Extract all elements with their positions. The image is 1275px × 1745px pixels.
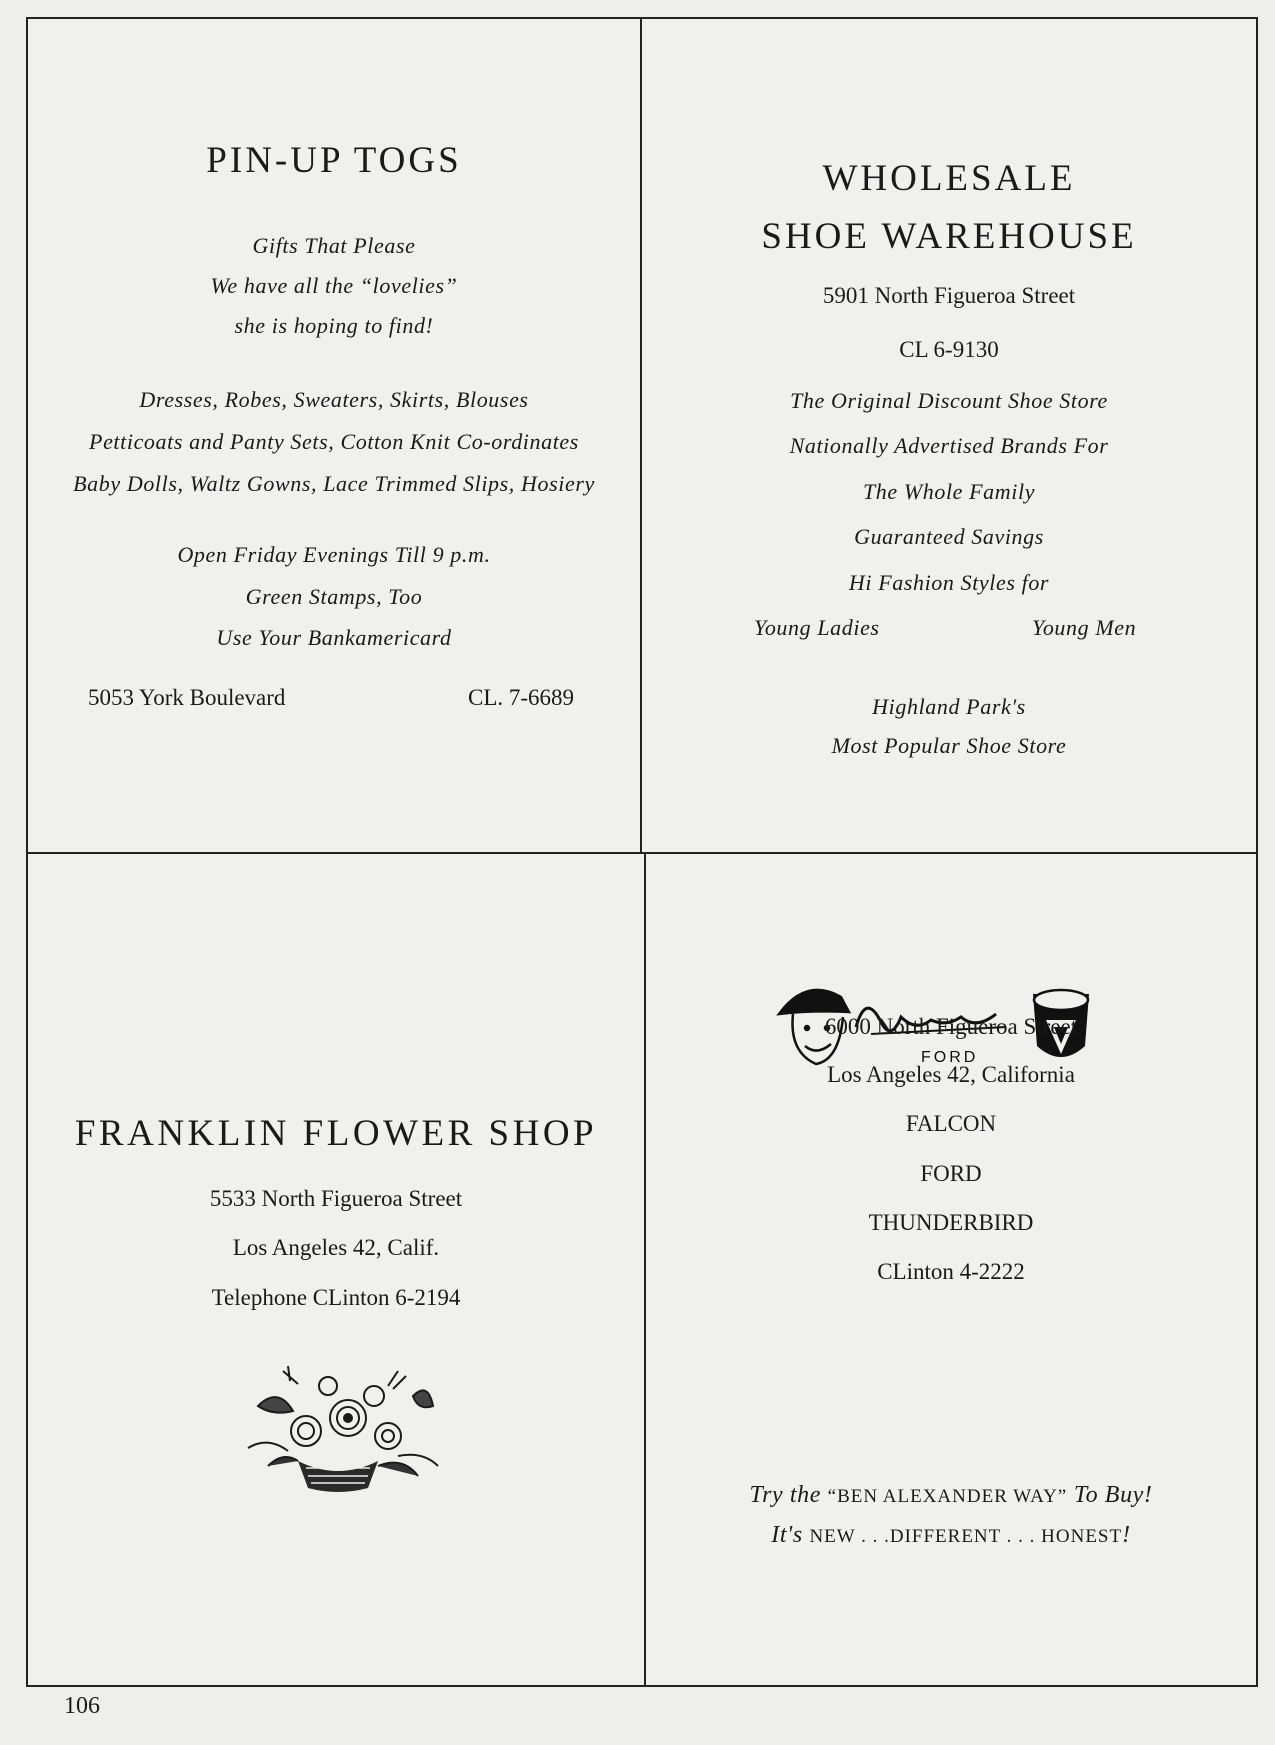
products-3: Baby Dolls, Waltz Gowns, Lace Trimmed Slips, Hosiery <box>73 471 595 496</box>
pin-up-togs-phone: CL. 7-6689 <box>468 685 575 710</box>
shoe-line-2: Nationally Advertised Brands For <box>789 433 1109 458</box>
ad-franklin-flower-shop <box>28 854 644 1685</box>
shoe-young-men: Young Men <box>1032 615 1137 640</box>
tagline-2: We have all the “lovelies” <box>210 273 458 298</box>
slogan-try-the: Try the <box>749 1482 822 1508</box>
products-1: Dresses, Robes, Sweaters, Skirts, Blouses <box>139 387 529 412</box>
shoe-title-line2: SHOE WAREHOUSE <box>761 216 1137 257</box>
slogan-bang: ! <box>1122 1522 1131 1548</box>
slogan-way: “BEN ALEXANDER WAY” <box>827 1486 1068 1507</box>
slogan-to-buy: To Buy! <box>1073 1482 1153 1508</box>
shoe-line-5: Hi Fashion Styles for <box>848 570 1050 595</box>
flower-phone: Telephone CLinton 6-2194 <box>211 1285 461 1310</box>
logo-ford-text: FORD <box>921 1049 979 1066</box>
shoe-phone: CL 6-9130 <box>899 337 999 362</box>
ford-slogan-1 <box>646 1482 1256 1509</box>
shoe-line-3: The Whole Family <box>862 479 1036 504</box>
ford-model-falcon: FALCON <box>905 1111 997 1136</box>
flower-city: Los Angeles 42, Calif. <box>232 1235 440 1260</box>
tagline-3: she is hoping to find! <box>234 313 434 338</box>
page-number: 106 <box>64 1693 100 1719</box>
services-3: Use Your Bankamericard <box>216 625 452 650</box>
shoe-line-4: Guaranteed Savings <box>854 524 1044 549</box>
tagline-1: Gifts That Please <box>252 233 416 258</box>
services-2: Green Stamps, Too <box>245 584 423 609</box>
slogan-its: It's <box>771 1522 803 1548</box>
shoe-slogan-1: Highland Park's <box>872 694 1026 719</box>
flower-basket-illustration <box>228 1356 448 1496</box>
slogan-qualities: NEW . . .DIFFERENT . . . HONEST <box>809 1526 1123 1547</box>
flower-shop-title: FRANKLIN FLOWER SHOP <box>74 1113 598 1154</box>
ad-pin-up-togs <box>28 19 640 852</box>
ford-city: Los Angeles 42, California <box>827 1062 1075 1087</box>
products-2: Petticoats and Panty Sets, Cotton Knit Co-ordinates <box>89 429 579 454</box>
shoe-young-ladies: Young Ladies <box>754 615 880 640</box>
pin-up-togs-address: 5053 York Boulevard <box>88 685 286 710</box>
ford-model-ford: FORD <box>920 1161 982 1186</box>
shoe-title-line1: WHOLESALE <box>822 158 1076 199</box>
shoe-slogan-2: Most Popular Shoe Store <box>831 733 1067 758</box>
pin-up-togs-title: PIN-UP TOGS <box>206 140 462 181</box>
ford-phone: CLinton 4-2222 <box>877 1259 1025 1284</box>
flower-address: 5533 North Figueroa Street <box>209 1186 463 1211</box>
shoe-line-1: The Original Discount Shoe Store <box>790 388 1108 413</box>
shoe-address: 5901 North Figueroa Street <box>822 283 1076 308</box>
ford-slogan-2 <box>646 1522 1256 1549</box>
ford-model-thunderbird: THUNDERBIRD <box>868 1210 1034 1235</box>
ford-address: 6000 North Figueroa Street <box>824 1014 1078 1039</box>
services-1: Open Friday Evenings Till 9 p.m. <box>177 542 491 567</box>
ad-ben-alexander-ford <box>646 854 1256 1685</box>
ad-wholesale-shoe-warehouse <box>642 19 1256 852</box>
